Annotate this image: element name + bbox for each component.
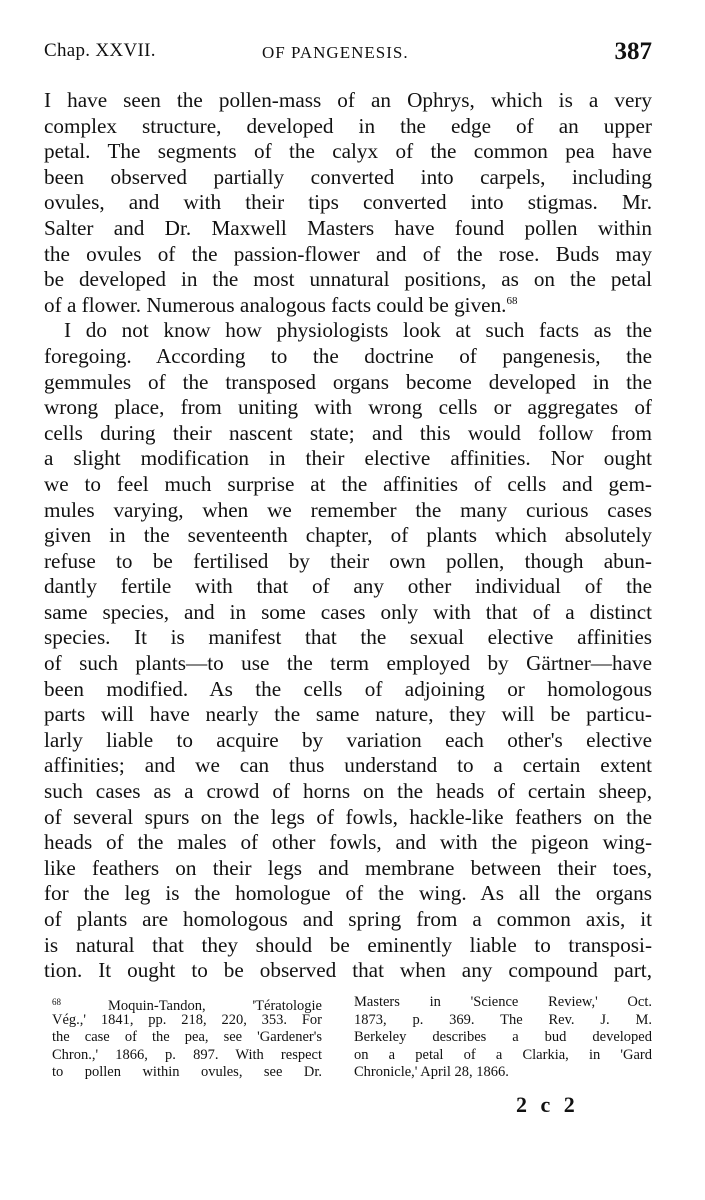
text-line: mules varying, when we remember the many curious cases: [44, 497, 652, 522]
footnote-column-left: [52, 994, 322, 1082]
text-line: species. It is manifest that the sexual elective affinities: [44, 625, 652, 650]
text-line: given in the seventeenth chapter, of plants which absolutely: [44, 523, 652, 548]
running-header: [44, 40, 654, 72]
footnote-reference: 68: [506, 294, 518, 307]
text-line: heads of the males of other fowls, and with the pigeon wing-: [44, 830, 652, 855]
text-line: refuse to be fertilised by their own pollen, though abun-: [44, 548, 652, 573]
text-line: been observed partially converted into carpels, including: [44, 164, 652, 189]
text-line: parts will have nearly the same nature, they will be particu-: [44, 702, 652, 727]
footnote-line: on a petal of a Clarkia, in 'Gard: [354, 1046, 652, 1063]
text-line: foregoing. According to the doctrine of pangenesis, the: [44, 343, 652, 368]
text-line: is natural that they should be eminently liable to transposi-: [44, 932, 652, 957]
text-line: a slight modification in their elective affinities. Nor ought: [44, 446, 652, 471]
footnote-line: Vég.,' 1841, pp. 218, 220, 353. For: [52, 1011, 322, 1028]
text-line-content: of a flower. Numerous analogous facts could be given.: [44, 292, 507, 317]
text-line: we to feel much surprise at the affinities of cells and gem-: [44, 471, 652, 496]
running-title: OF PANGENESIS.: [262, 43, 409, 62]
footnote-line: 1873, p. 369. The Rev. J. M.: [354, 1011, 652, 1028]
signature-mark: 2 c 2: [516, 1092, 579, 1117]
footnote-line: the case of the pea, see 'Gardener's: [52, 1029, 322, 1046]
text-line: dantly fertile with that of any other individual of the: [44, 574, 652, 599]
text-line: affinities; and we can thus understand to a certain extent: [44, 753, 652, 778]
text-line: of plants are homologous and spring from a common axis, it: [44, 907, 652, 931]
footnote-line-content: Moquin-Tandon, 'Tératologie: [107, 998, 322, 1014]
text-line: like feathers on their legs and membrane between their toes,: [44, 855, 652, 880]
text-line: I have seen the pollen-mass of an Ophrys, which is a very: [44, 88, 652, 112]
text-line: [44, 293, 652, 319]
text-line: ovules, and with their tips converted into stigmas. Mr.: [44, 190, 652, 215]
text-line: tion. It ought to be observed that when any compound part,: [44, 958, 652, 983]
text-line: same species, and in some cases only with that of a distinct: [44, 599, 652, 624]
paragraph-start-line: I do not know how physiologists look at such facts as the: [64, 318, 652, 343]
footnote-column-right: [354, 994, 652, 1082]
footnote-line: Masters in 'Science Review,' Oct.: [354, 994, 652, 1010]
text-line: for the leg is the homologue of the wing. As all the organs: [44, 881, 652, 906]
text-line: of such plants—to use the term employed by Gärtner—have: [44, 651, 652, 676]
footnote-line: Chron.,' 1866, p. 897. With respect: [52, 1046, 322, 1063]
footnote-line: [52, 994, 322, 1012]
footnote-line: Chronicle,' April 28, 1866.: [354, 1064, 509, 1081]
text-line: wrong place, from uniting with wrong cells or aggregates of: [44, 395, 652, 420]
text-line: such cases as a crowd of horns on the heads of certain sheep,: [44, 779, 652, 804]
text-line: complex structure, developed in the edge of an upper: [44, 113, 652, 138]
page-number: 387: [614, 38, 652, 65]
text-line: gemmules of the transposed organs become developed in the: [44, 369, 652, 394]
text-line: cells during their nascent state; and this would follow from: [44, 420, 652, 445]
text-line: been modified. As the cells of adjoining or homologous: [44, 676, 652, 701]
text-line: Salter and Dr. Maxwell Masters have found pollen within: [44, 215, 652, 240]
text-line: the ovules of the passion-flower and of the rose. Buds may: [44, 241, 652, 266]
footnote-line: Berkeley describes a bud developed: [354, 1029, 652, 1046]
footnote-marker: 68: [52, 997, 61, 1007]
text-line: be developed in the most unnatural positions, as on the petal: [44, 267, 652, 292]
chapter-label: Chap. XXVII.: [44, 40, 156, 61]
text-line: of several spurs on the legs of fowls, hackle-like feathers on the: [44, 804, 652, 829]
body-text: [44, 88, 652, 984]
text-line: larly liable to acquire by variation each other's elective: [44, 727, 652, 752]
text-line: petal. The segments of the calyx of the common pea have: [44, 139, 652, 164]
footnote-line: to pollen within ovules, see Dr.: [52, 1064, 322, 1081]
